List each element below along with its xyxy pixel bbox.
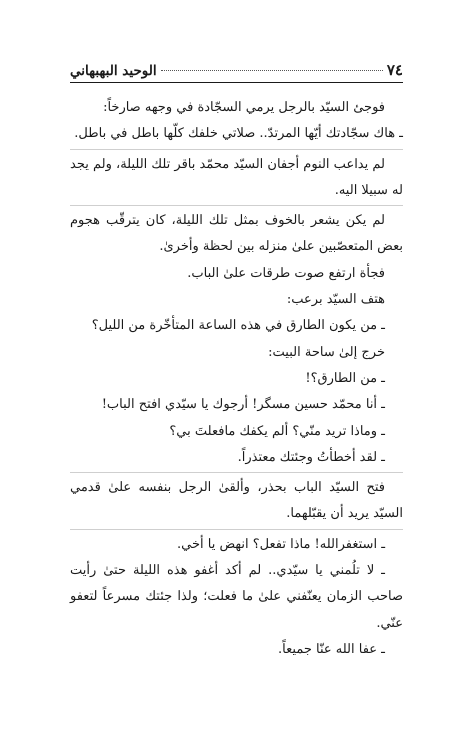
paragraph: فجأة ارتفع صوت طرقات علىٰ الباب.: [187, 265, 385, 281]
paragraph: خرج إلىٰ ساحة البيت:: [268, 344, 385, 360]
paragraph: ـ أنا محمّد حسين مسگر! أرجوك يا سيّدي افتح الباب!: [101, 397, 385, 413]
running-header: [70, 60, 403, 83]
paragraph: فوجئ السيّد بالرجل يرمي السجّادة في وجهه صارخاً:: [103, 100, 385, 115]
page-number: ٧٤: [386, 61, 403, 79]
dotted-leader: [161, 70, 383, 71]
paragraph: ـ لا تلُمني يا سيّدي.. لم أكد أغفو هذه الليلة حتىٰ رأيت صاحب الزمان يعنّفني علىٰ ما فعلت؛ ولذا جئتك مسرعاً لتعفو عنّي.: [70, 563, 403, 631]
paragraph: لم يداعب النوم أجفان السيّد محمّد باقر تلك الليلة، ولم يجد له سبيلا اليه.: [70, 152, 403, 207]
paragraph: ـ من الطارق؟!: [305, 370, 385, 386]
paragraph: ـ من يكون الطارق في هذه الساعة المتأخّرة من الليل؟: [91, 318, 385, 334]
paragraph: ـ هاك سجّادتك أيّها المرتدّ.. صلاتي خلفك كلّها باطل في باطل.: [70, 121, 403, 149]
paragraph: ـ استغفرالله! ماذا تفعل؟ انهض يا أخي.: [177, 536, 385, 552]
page-body: [70, 95, 403, 663]
paragraph: لم يكن يشعر بالخوف بمثل تلك الليلة، كان يترقّب هجوم بعض المتعصّبين علىٰ منزله بين لحظة وأخرىٰ.: [70, 213, 403, 255]
book-title: الوحيد البهبهاني: [70, 63, 157, 79]
paragraph: ـ عفا الله عنّا جميعاً.: [278, 641, 385, 657]
paragraph: فتح السيّد الباب بحذر، وألقىٰ الرجل بنفسه علىٰ قدمي السيّد يريد أن يقبّلهما.: [70, 475, 403, 530]
paragraph: هتف السيّد برعب:: [286, 292, 385, 308]
paragraph: ـ وماذا تريد منّي؟ ألم يكفك مافعلتَ بي؟: [169, 423, 385, 439]
paragraph: ـ لقد أخطأتُ وجئتك معتذراً.: [70, 445, 403, 473]
